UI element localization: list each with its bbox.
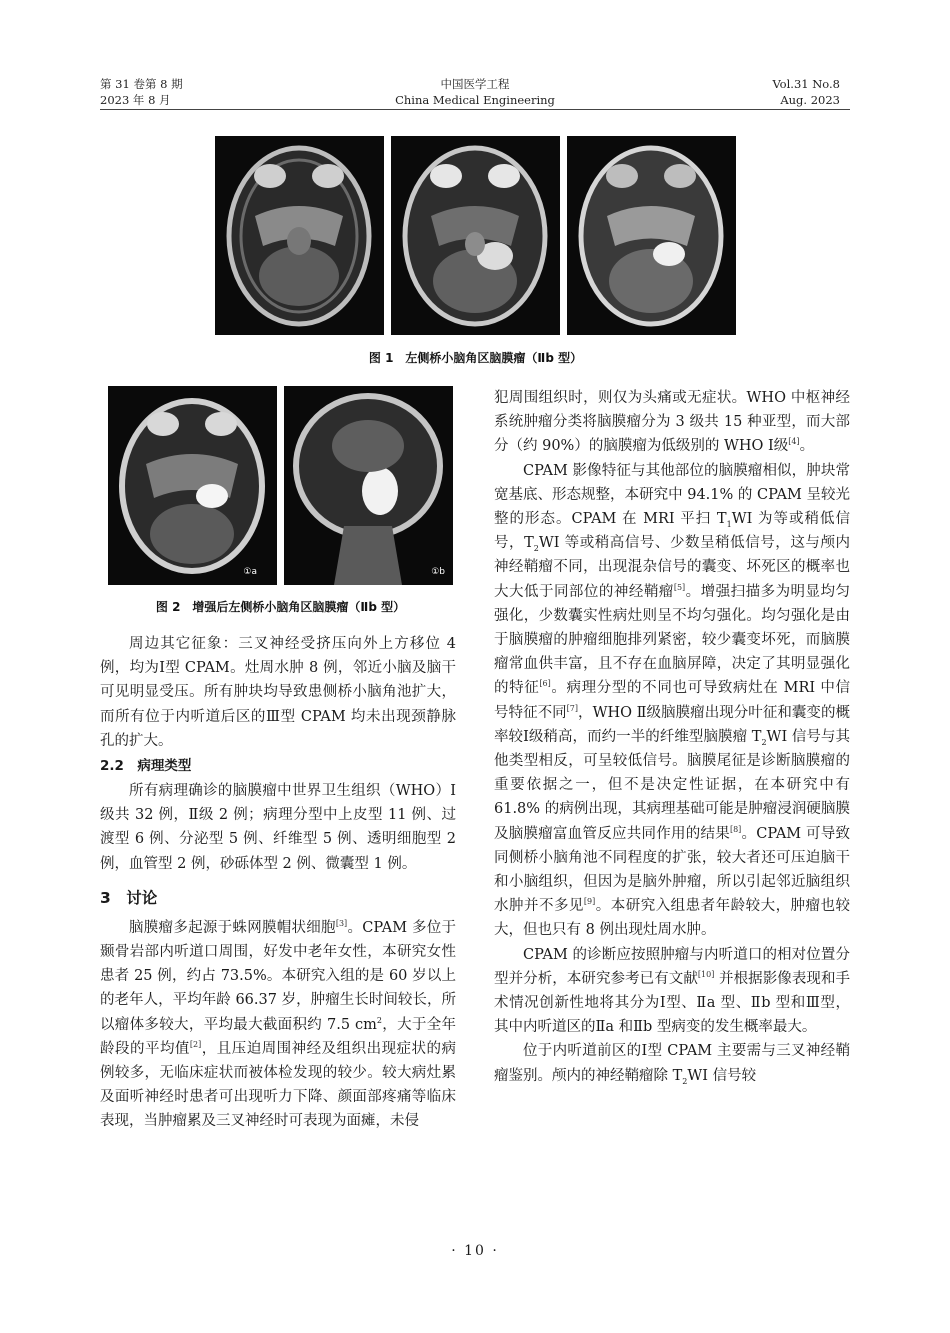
figure2-caption: 图 2 增强后左侧桥小脑角区脑膜瘤（Ⅱb 型）: [155, 600, 406, 614]
header-rule: [100, 109, 850, 110]
citation[interactable]: [7]: [566, 703, 579, 713]
right-column: [494, 386, 850, 1088]
journal-title-cn: 中国医学工程: [440, 77, 510, 91]
figure1-image-flair: [567, 136, 736, 335]
figure1-caption: 图 1 左侧桥小脑角区脑膜瘤（Ⅱb 型）: [368, 351, 583, 365]
page-number: · 10 ·: [451, 1243, 499, 1259]
citation[interactable]: [5]: [673, 582, 686, 592]
citation[interactable]: [8]: [729, 824, 742, 834]
issue-date: 2023 年 8 月: [100, 93, 171, 107]
paragraph: CPAM 的诊断应按照肿瘤与内听道口的相对位置分型并分析，本研究参考已有文献[10] 并根据影像表现和手术情况创新性地将其分为Ⅰ型、Ⅱa 型、Ⅱb 型和Ⅲ型，其中内听道区的Ⅱa 和Ⅱb 型病变的发生概率最大。: [494, 946, 851, 1036]
citation[interactable]: [10]: [697, 970, 715, 980]
figure1-image-t2: [391, 136, 560, 335]
paragraph: 所有病理确诊的脑膜瘤中世界卫生组织（WHO）Ⅰ级共 32 例，Ⅱ级 2 例；病理分型中上皮型 11 例、过渡型 6 例、分泌型 5 例、纤维型 5 例、透明细胞型 2 例，血管型 2 例，砂砾体型 2 例、微囊型 1 例。: [100, 783, 456, 872]
paragraph: CPAM 影像特征与其他部位的脑膜瘤相似，肿块常宽基底、形态规整，本研究中 94.1% 的 CPAM 呈较光整的形态。CPAM 在 MRI 平扫 $T_1WI$ 为等或稍低信号，$T_2WI$ 等或稍高信号、少数呈稍低信号，这与颅内神经鞘瘤不同，出现混杂信号的囊变、坏死区的概率也大大低于同部位的神经鞘瘤[5]。增强扫描多为明显均匀强化，少数囊实性病灶则呈不均匀强化。均匀强化是由于脑膜瘤的肿瘤细胞排列紧密，较少囊变坏死，而脑膜瘤常血供丰富，且不存在血脑屏障，决定了其明显强化的特征[6]。病理分型的不同也可导致病灶在 MRI 中信号特征不同[7]，WHO Ⅱ级脑膜瘤出现分叶征和囊变的概率较Ⅰ级稍高，而约一半的纤维型脑膜瘤 $T_2WI$ 信号与其他类型相反，可呈较低信号。脑膜尾征是诊断脑膜瘤的重要依据之一，但不是决定性证据，在本研究中有 61.8% 的病例出现，其病理基础可能是肿瘤浸润硬脑膜及脑膜瘤富血管反应共同作用的结果[8]。CPAM 可导致同侧桥小脑角池不同程度的扩张，较大者还可压迫脑干和小脑组织，但因为是脑外肿瘤，所以引起邻近脑组织水肿并不多见[9]。本研究入组患者年龄较大，肿瘤也较大，但也只有 8 例出现灶周水肿。: [494, 462, 851, 939]
figure2-image-axial: [108, 386, 277, 585]
issue-volume: 第 31 卷第 8 期: [100, 77, 183, 91]
journal-title-en: China Medical Engineering: [395, 93, 555, 107]
paragraph: 位于内听道前区的Ⅰ型 CPAM 主要需与三叉神经鞘瘤鉴别。颅内的神经鞘瘤除 $T_2WI$ 信号较: [494, 1043, 850, 1086]
journal-issue-en: [772, 76, 840, 108]
paragraph: 周边其它征象：三叉神经受挤压向外上方移位 4 例，均为Ⅰ型 CPAM。灶周水肿 8 例，邻近小脑及脑干可见明显受压。所有肿块均导致患侧桥小脑角池扩大，而所有位于内听道后区的Ⅲ型 CPAM 均未出现颈静脉孔的扩大。: [100, 636, 456, 749]
citation[interactable]: [2]: [189, 1040, 202, 1050]
citation[interactable]: [4]: [788, 437, 800, 447]
volume-en: Vol.31 No.8: [772, 77, 840, 91]
figure2-label-a: ①a: [243, 567, 257, 577]
section-heading-2-2: 2.2 病理类型: [100, 758, 192, 775]
paragraph: 脑膜瘤多起源于蛛网膜帽状细胞[3]。CPAM 多位于颞骨岩部内听道口周围，好发中老年女性，本研究女性患者 25 例，约占 73.5%。本研究入组的是 60 岁以上的老年人，平均年龄 66.37 岁，肿瘤生长时间较长，所以瘤体多较大，平均最大截面积约 7.5 $cm^2$，大于全年龄段的平均值[2]，且压迫周围神经及组织出现症状的病例较多，无临床症状而被体检发现的较少。较大病灶累及面听神经时患者可出现听力下降、颜面部疼痛等临床表现，当肿瘤累及三叉神经时可表现为面瘫，未侵: [100, 919, 457, 1130]
figure2-label-b: ①b: [431, 567, 445, 577]
paragraph: 犯周围组织时，则仅为头痛或无症状。WHO 中枢神经系统肿瘤分类将脑膜瘤分为 3 级共 15 种亚型，而大部分（约 90%）的脑膜瘤为低级别的 WHO Ⅰ级[4]。: [494, 390, 850, 455]
figure1-image-t1: [215, 136, 384, 335]
citation[interactable]: [6]: [539, 679, 551, 689]
figure2-image-coronal: [284, 386, 453, 585]
left-column: [100, 632, 456, 1134]
section-heading-3: 3 讨论: [100, 888, 158, 907]
citation[interactable]: [9]: [583, 897, 596, 907]
date-en: Aug. 2023: [780, 93, 840, 107]
citation[interactable]: [3]: [335, 919, 348, 928]
